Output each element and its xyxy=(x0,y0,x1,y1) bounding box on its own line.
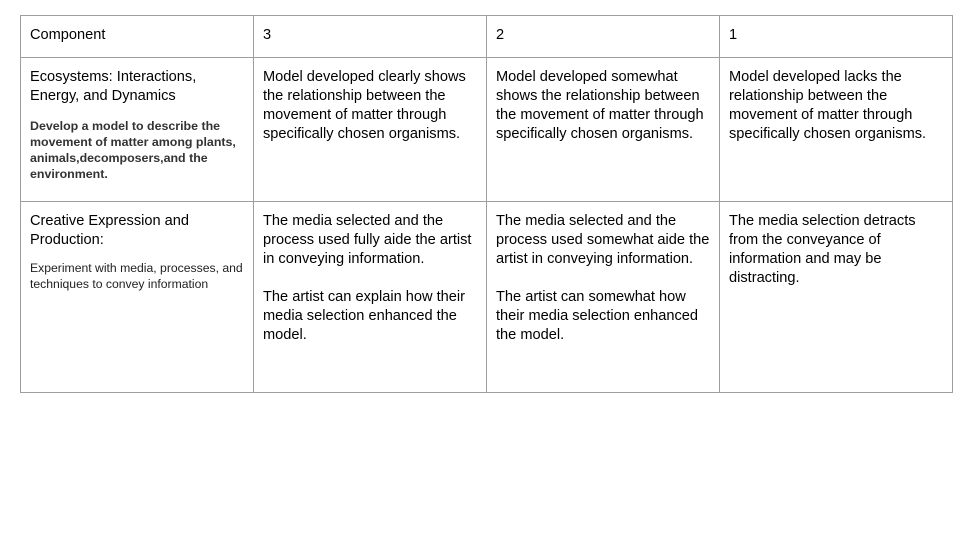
criteria-text: The artist can somewhat how their media selection enhanced the model. xyxy=(496,289,699,343)
criteria-text: The media selected and the process used fully aide the artist in conveying information. xyxy=(263,213,472,267)
component-title: Ecosystems: Interactions, Energy, and Dynamics xyxy=(30,69,197,104)
component-cell-ecosystems xyxy=(21,58,254,202)
criteria-cell-score-1 xyxy=(720,58,953,202)
criteria-text: Model developed somewhat shows the relationship between the movement of matter through specifically chosen organisms. xyxy=(496,69,704,142)
criteria-cell-score-3 xyxy=(254,202,487,393)
header-score-2: 2 xyxy=(487,16,720,58)
component-subtitle: Experiment with media, processes, and techniques to convey information xyxy=(30,261,243,291)
criteria-text: The media selected and the process used somewhat aide the artist in conveying information. xyxy=(496,213,710,267)
criteria-cell-score-2 xyxy=(487,58,720,202)
component-subtitle: Develop a model to describe the movement of matter among plants, animals,decomposers,and the environment. xyxy=(30,119,236,181)
header-component: Component xyxy=(21,16,254,58)
component-title: Creative Expression and Production: xyxy=(30,213,189,248)
header-score-3: 3 xyxy=(254,16,487,58)
header-row xyxy=(21,16,953,58)
table-row-ecosystems xyxy=(21,58,953,202)
component-cell-creative xyxy=(21,202,254,393)
rubric-table xyxy=(20,15,953,393)
criteria-text: The artist can explain how their media selection enhanced the model. xyxy=(263,289,465,343)
criteria-cell-score-2 xyxy=(487,202,720,393)
header-score-1: 1 xyxy=(720,16,953,58)
table-row-creative xyxy=(21,202,953,393)
criteria-cell-score-1 xyxy=(720,202,953,393)
criteria-text: Model developed clearly shows the relationship between the movement of matter through specifically chosen organisms. xyxy=(263,69,466,142)
criteria-text: The media selection detracts from the conveyance of information and may be distracting. xyxy=(729,213,916,286)
criteria-cell-score-3 xyxy=(254,58,487,202)
criteria-text: Model developed lacks the relationship between the movement of matter through specifically chosen organisms. xyxy=(729,69,927,142)
